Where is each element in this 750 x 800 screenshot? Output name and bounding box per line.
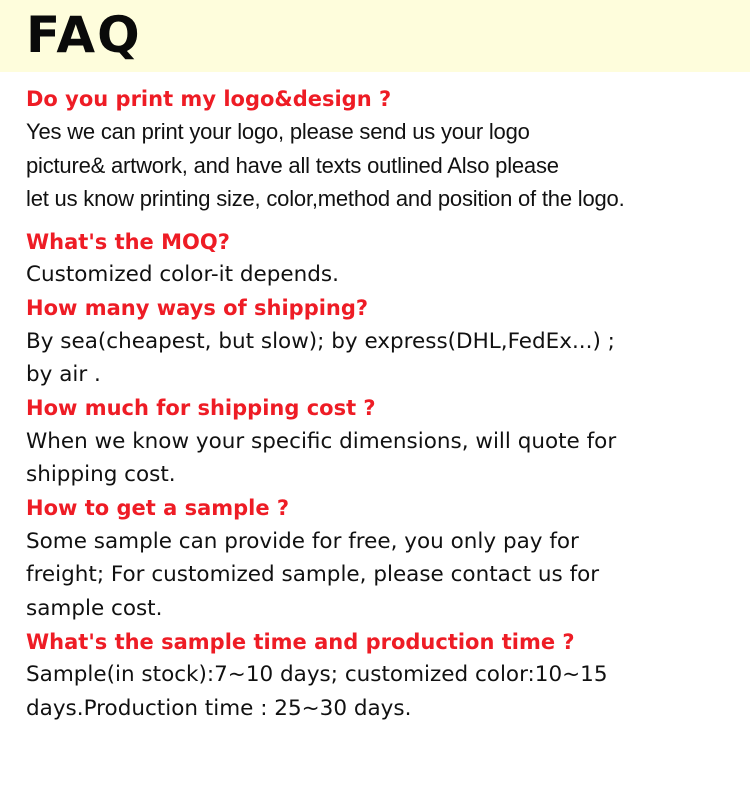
faq-answer-line: Sample(in stock):7~10 days; customized color:10~15 [26, 662, 608, 687]
faq-header [0, 0, 750, 72]
faq-answer-line: picture& artwork, and have all texts outlined Also please [26, 153, 559, 178]
faq-answer-line: sample cost. [26, 596, 163, 621]
faq-question-logo-printing: Do you print my logo&design ? [26, 87, 392, 111]
page-title: FAQ [26, 6, 142, 64]
faq-answer-line: When we know your specific dimensions, will quote for [26, 429, 617, 454]
faq-answer-line: days.Production time : 25~30 days. [26, 696, 412, 721]
faq-question-shipping-cost: How much for shipping cost ? [26, 396, 376, 420]
faq-answer-line: Some sample can provide for free, you only pay for [26, 529, 579, 554]
faq-question-sample: How to get a sample ? [26, 496, 290, 520]
faq-answer-line: Customized color-it depends. [26, 262, 339, 287]
faq-answer-line: Yes we can print your logo, please send us your logo [26, 119, 530, 144]
faq-question-moq: What's the MOQ? [26, 230, 230, 254]
faq-question-lead-time: What's the sample time and production time ? [26, 630, 575, 654]
faq-answer-line: By sea(cheapest, but slow); by express(DHL,FedEx...) ; [26, 329, 615, 354]
faq-question-shipping-ways: How many ways of shipping? [26, 296, 369, 320]
faq-answer-line: let us know printing size, color,method and position of the logo. [26, 186, 625, 211]
faq-answer-line: by air . [26, 362, 101, 387]
faq-answer-line: freight; For customized sample, please contact us for [26, 562, 600, 587]
faq-answer-line: shipping cost. [26, 462, 176, 487]
